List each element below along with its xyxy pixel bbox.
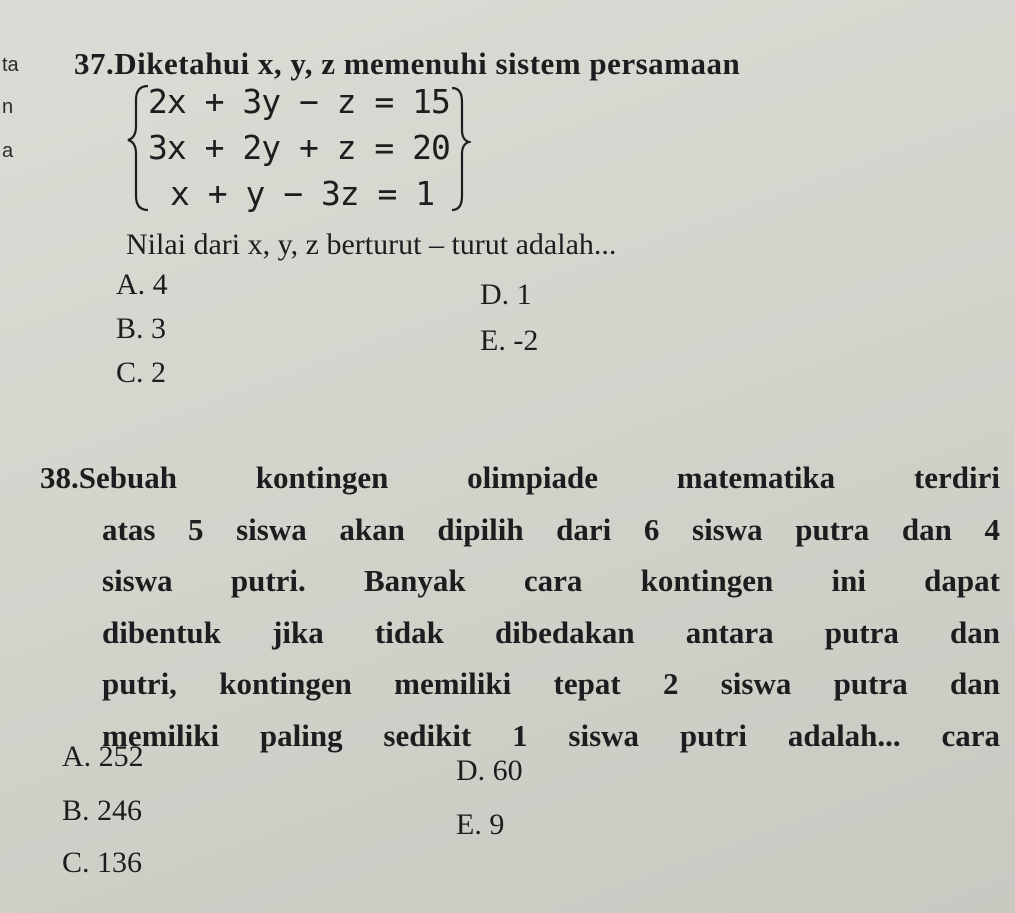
- question-37-prompt: Nilai dari x, y, z berturut – turut adalah...: [126, 228, 617, 261]
- q38-line-3: siswa putri. Banyak cara kontingen ini dapat: [102, 563, 1000, 598]
- equation-3: x + y − 3z = 1: [170, 174, 435, 213]
- q37-option-b[interactable]: B. 3: [116, 312, 167, 345]
- q37-option-e[interactable]: E. -2: [480, 324, 539, 357]
- q38-line-4: dibentuk jika tidak dibedakan antara putra dan: [102, 614, 1000, 650]
- equation-2: 3x + 2y + z = 20: [148, 128, 450, 167]
- question-38-text: [40, 452, 1000, 761]
- q38-line-2: atas 5 siswa akan dipilih dari 6 siswa putra dan 4: [102, 511, 1000, 547]
- q38-line-5: putri, kontingen memiliki tepat 2 siswa putra dan: [102, 666, 1000, 701]
- q38-option-b[interactable]: B. 246: [62, 794, 143, 827]
- margin-fragment-2: n: [2, 96, 14, 118]
- q37-option-c[interactable]: C. 2: [116, 356, 167, 389]
- question-37-title: 37.Diketahui x, y, z memenuhi sistem persamaan: [74, 46, 741, 81]
- equation-system: [126, 78, 471, 223]
- right-brace: [452, 88, 469, 210]
- q38-line-6: memiliki paling sedikit 1 siswa putri adalah... cara: [102, 717, 1000, 753]
- q38-option-e[interactable]: E. 9: [456, 808, 505, 841]
- equation-1: 2x + 3y − z = 15: [148, 82, 450, 121]
- q38-line-1: 38.Sebuah kontingen olimpiade matematika terdiri: [40, 460, 1000, 495]
- margin-fragment-1: ta: [2, 54, 19, 76]
- q37-option-a[interactable]: A. 4: [116, 268, 168, 301]
- left-brace: [128, 86, 148, 210]
- q37-option-d[interactable]: D. 1: [480, 278, 532, 311]
- q38-option-d[interactable]: D. 60: [456, 754, 523, 787]
- q38-option-a[interactable]: A. 252: [62, 740, 144, 773]
- q38-option-c[interactable]: C. 136: [62, 846, 143, 879]
- margin-fragment-3: a: [2, 140, 14, 162]
